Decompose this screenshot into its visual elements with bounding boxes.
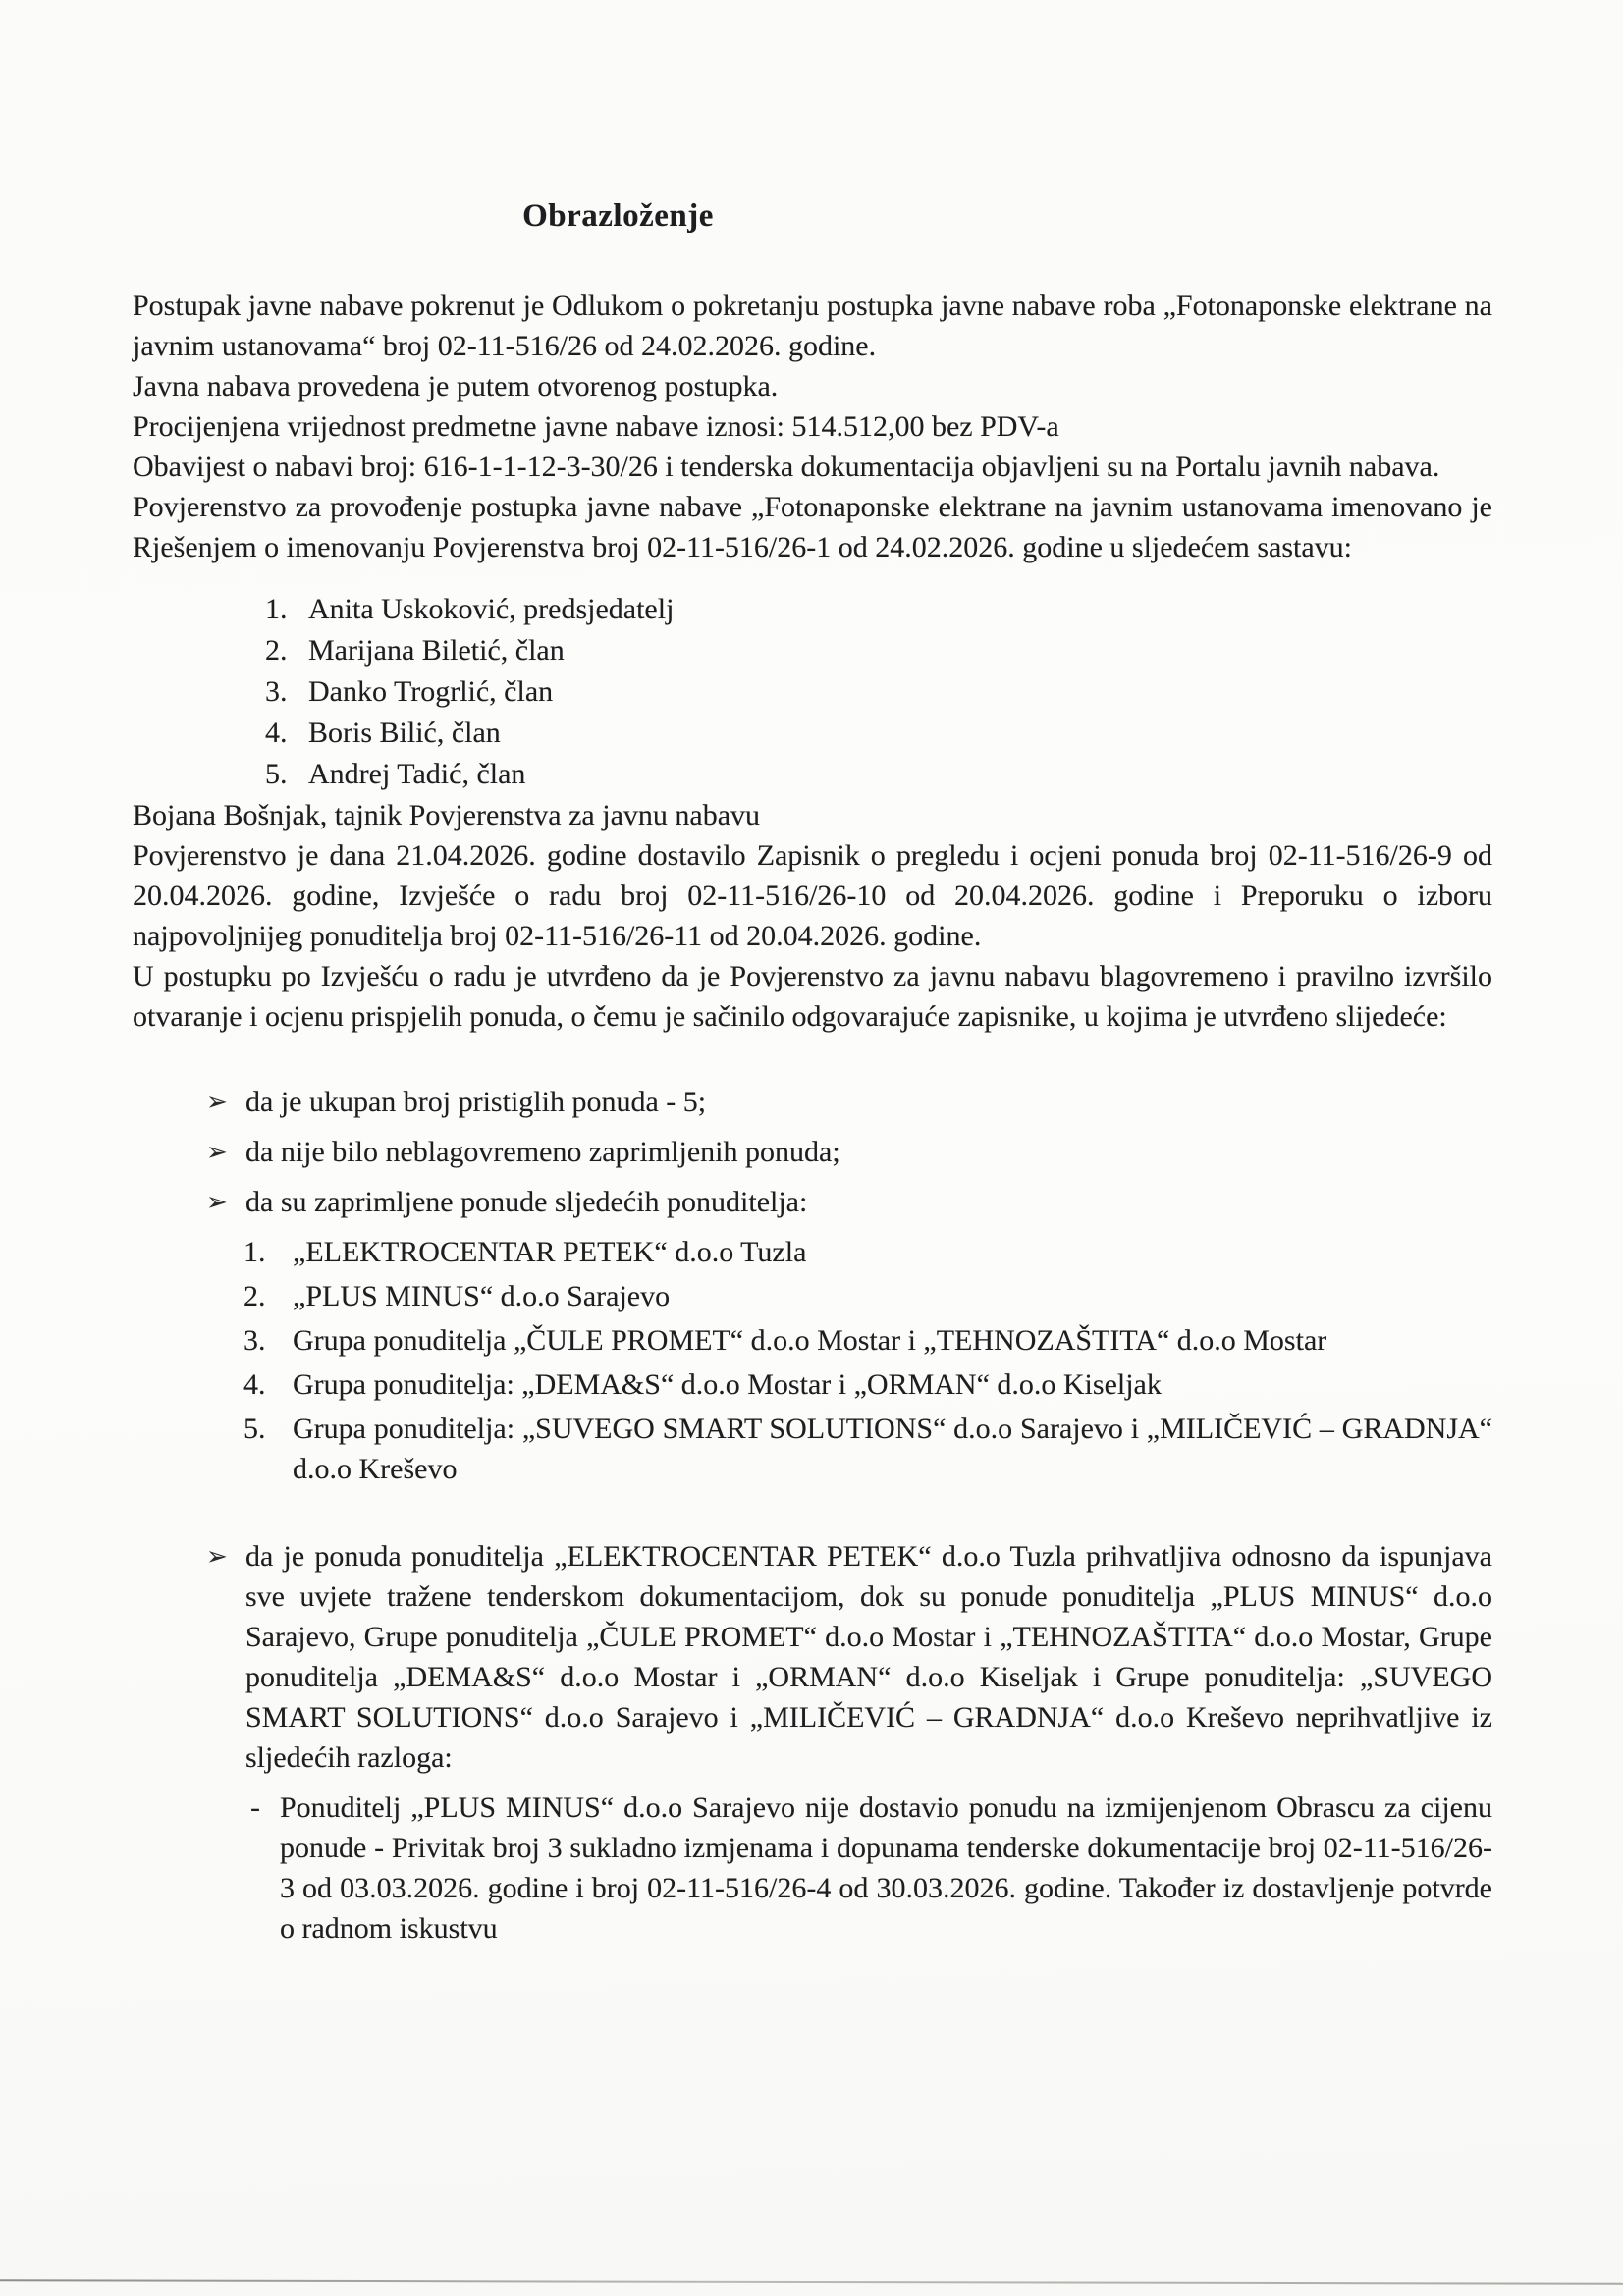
- bidder-list: [243, 1232, 1492, 1489]
- intro-paragraph-4: Obavijest o nabavi broj: 616-1-1-12-3-30/26 i tenderska dokumentacija objavljeni su na Portalu javnih nabava.: [133, 451, 1440, 483]
- intro-paragraph-2: Javna nabava provedena je putem otvorenog postupka.: [133, 370, 779, 402]
- acceptability-text: da je ponuda ponuditelja „ELEKTROCENTAR PETEK“ d.o.o Tuzla prihvatljiva odnosno da ispunjava sve uvjete tražene tenderskom dokumentacijom, dok su ponude ponuditelja „PLUS MINUS“ d.o.o Sarajevo, Grupe ponuditelja „ČULE PROMET“ d.o.o Mostar i „TEHNOZAŠTITA“ d.o.o Mostar, Grupe ponuditelja „DEMA&S“ d.o.o Mostar i „ORMAN“ d.o.o Kiseljak i Grupe ponuditelja: „SUVEGO SMART SOLUTIONS“ d.o.o Sarajevo i „MILIČEVIĆ – GRADNJA“ d.o.o Kreševo neprihvatljive iz sljedećih razloga:: [245, 1540, 1492, 1774]
- findings-list: [206, 1082, 1492, 1222]
- bidder-name: Grupa ponuditelja: „SUVEGO SMART SOLUTIONS“ d.o.o Sarajevo i „MILIČEVIĆ – GRADNJA“ d.o.o Kreševo: [293, 1413, 1492, 1485]
- arrow-bullet-icon: ➢: [206, 1542, 228, 1571]
- delivery-paragraph: Povjerenstvo je dana 21.04.2026. godine dostavilo Zapisnik o pregledu i ocjeni ponuda broj 02-11-516/26-9 od 20.04.2026. godine, Izvješće o radu broj 02-11-516/26-10 od 20.04.2026. godine i Preporuku o izboru najpovoljnijeg ponuditelja broj 02-11-516/26-11 od 20.04.2026. godine.: [133, 839, 1492, 952]
- member-row: [265, 754, 1492, 795]
- bidder-number: 4.: [243, 1368, 266, 1401]
- bidder-row: [243, 1320, 1492, 1361]
- bidder-number: 1.: [243, 1236, 266, 1268]
- finding-row: [206, 1082, 1492, 1122]
- finding-row: [206, 1182, 1492, 1222]
- intro-paragraph-1: Postupak javne nabave pokrenut je Odlukom o pokretanju postupka javne nabave roba „Fotonaponske elektrane na javnim ustanovama“ broj 02-11-516/26 od 24.02.2026. godine.: [133, 290, 1492, 362]
- finding-text: da je ukupan broj pristiglih ponuda - 5;: [245, 1086, 707, 1118]
- member-name: Danko Trogrlić, član: [308, 675, 554, 708]
- secretary-line: Bojana Bošnjak, tajnik Povjerenstva za javnu nabavu: [133, 799, 761, 831]
- finding-text: da su zaprimljene ponude sljedećih ponuditelja:: [245, 1186, 808, 1218]
- arrow-bullet-icon: ➢: [206, 1188, 228, 1216]
- finding-row: [206, 1132, 1492, 1172]
- bidder-row: [243, 1276, 1492, 1316]
- bidder-name: Grupa ponuditelja: „DEMA&S“ d.o.o Mostar i „ORMAN“ d.o.o Kiseljak: [293, 1368, 1162, 1401]
- member-number: 2.: [265, 634, 288, 667]
- page-bottom-edge: [0, 2279, 1623, 2284]
- member-number: 1.: [265, 593, 288, 625]
- intro-paragraph-5: Povjerenstvo za provođenje postupka javne nabave „Fotonaponske elektrane na javnim ustanovama imenovano je Rješenjem o imenovanju Povjerenstva broj 02-11-516/26-1 od 24.02.2026. godine u sljedećem sastavu:: [133, 491, 1492, 563]
- bidder-number: 5.: [243, 1413, 266, 1445]
- finding-row: [206, 1536, 1492, 1778]
- member-name: Marijana Biletić, član: [308, 634, 565, 667]
- member-row: [265, 589, 1492, 630]
- member-row: [265, 671, 1492, 713]
- intro-paragraph-3: Procijenjena vrijednost predmetne javne nabave iznosi: 514.512,00 bez PDV-a: [133, 410, 1059, 443]
- member-row: [265, 630, 1492, 671]
- rejection-reason-text: Ponuditelj „PLUS MINUS“ d.o.o Sarajevo nije dostavio ponudu na izmijenjenom Obrascu za cijenu ponude - Privitak broj 3 sukladno izmjenama i dopunama tenderske dokumentacije broj 02-11-516/26-3 od 03.03.2026. godine i broj 02-11-516/26-4 od 30.03.2026. godine. Također iz dostavljenje potvrde o radnom iskustvu: [280, 1791, 1492, 1945]
- acceptability-section: [206, 1536, 1492, 1778]
- assessment-paragraph: U postupku po Izvješću o radu je utvrđeno da je Povjerenstvo za javnu nabavu blagovremeno i pravilno izvršilo otvaranje i ocjenu prispjelih ponuda, o čemu je sačinilo odgovarajuće zapisnike, u kojima je utvrđeno slijedeće:: [133, 960, 1492, 1033]
- bidder-row: [243, 1364, 1492, 1405]
- committee-member-list: [265, 589, 1492, 795]
- member-number: 5.: [265, 758, 288, 790]
- rejection-reason-list: [250, 1788, 1492, 1949]
- document-title: Obrazloženje: [522, 198, 714, 234]
- member-number: 3.: [265, 675, 288, 708]
- member-name: Boris Bilić, član: [308, 717, 501, 749]
- member-name: Andrej Tadić, član: [308, 758, 526, 790]
- bidder-name: „ELEKTROCENTAR PETEK“ d.o.o Tuzla: [293, 1236, 807, 1268]
- arrow-bullet-icon: ➢: [206, 1138, 228, 1166]
- bidder-number: 3.: [243, 1324, 266, 1357]
- bidder-number: 2.: [243, 1280, 266, 1312]
- bidder-name: „PLUS MINUS“ d.o.o Sarajevo: [293, 1280, 671, 1312]
- finding-text: da nije bilo neblagovremeno zaprimljenih ponuda;: [245, 1136, 840, 1168]
- bidder-row: [243, 1409, 1492, 1489]
- bidder-row: [243, 1232, 1492, 1272]
- bidder-name: Grupa ponuditelja „ČULE PROMET“ d.o.o Mostar i „TEHNOZAŠTITA“ d.o.o Mostar: [293, 1324, 1327, 1357]
- arrow-bullet-icon: ➢: [206, 1088, 228, 1116]
- member-row: [265, 713, 1492, 754]
- rejection-reason-row: [250, 1788, 1492, 1949]
- dash-marker: -: [250, 1791, 260, 1824]
- member-number: 4.: [265, 717, 288, 749]
- member-name: Anita Uskoković, predsjedatelj: [308, 593, 675, 625]
